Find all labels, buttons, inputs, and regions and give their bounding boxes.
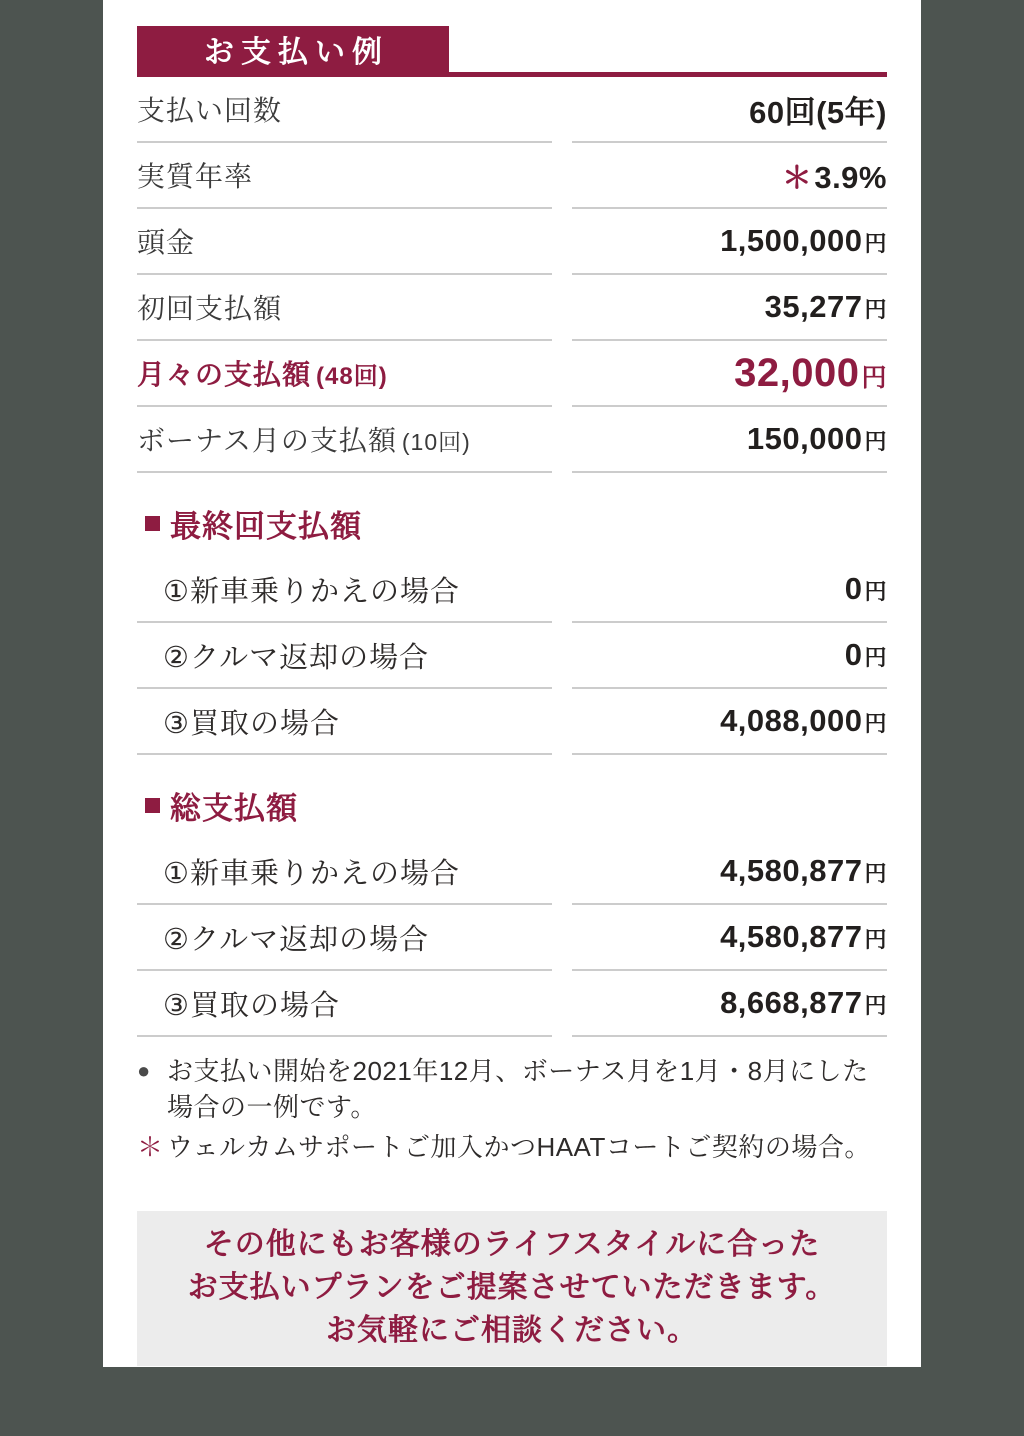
- row-divider: [137, 141, 887, 143]
- row-value: [720, 985, 887, 1021]
- row-label: ③買取の場合: [163, 707, 340, 740]
- row-label: 頭金: [137, 227, 196, 258]
- asterisk-mark: ＊: [781, 162, 813, 195]
- square-bullet-icon: [145, 798, 160, 813]
- row-divider: [137, 339, 887, 341]
- row-label: ②クルマ返却の場合: [163, 641, 430, 674]
- table-row-final-return: [137, 623, 887, 687]
- row-value: 60回(5年): [749, 94, 887, 130]
- row-value-number: 150,000: [746, 421, 863, 456]
- section-final-payment: [137, 473, 887, 755]
- row-divider: [137, 273, 887, 275]
- yen-unit: 円: [864, 429, 887, 454]
- row-value-number: 8,668,877: [720, 985, 863, 1020]
- row-label-text: 月々の支払額: [137, 359, 312, 390]
- row-value-number: 4,580,877: [720, 853, 863, 888]
- asterisk-mark: ＊: [137, 1132, 164, 1162]
- row-divider: [137, 1035, 887, 1037]
- row-value-number: 0: [844, 571, 863, 606]
- section-total-payment: [137, 755, 887, 1037]
- consultation-message-box: [137, 1211, 887, 1366]
- message-line: お気軽にご相談ください。: [326, 1314, 698, 1347]
- row-label: 支払い回数: [137, 95, 283, 126]
- yen-unit: 円: [864, 861, 887, 886]
- section-title: [137, 755, 887, 839]
- row-value: [720, 703, 887, 739]
- footnote-asterisk-conditions: [137, 1129, 887, 1165]
- table-row-final-trade-in: [137, 557, 887, 621]
- dot-bullet-icon: ●: [137, 1058, 151, 1083]
- row-label-text: ボーナス月の支払額: [137, 425, 397, 456]
- row-label: ②クルマ返却の場合: [163, 923, 430, 956]
- row-label: ③買取の場合: [163, 989, 340, 1022]
- row-label: ①新車乗りかえの場合: [163, 575, 460, 608]
- row-divider: [137, 687, 887, 689]
- row-label: ①新車乗りかえの場合: [163, 857, 460, 890]
- row-value: [845, 571, 887, 607]
- row-divider: [137, 405, 887, 407]
- row-divider: [137, 207, 887, 209]
- table-row-final-buyout: [137, 689, 887, 753]
- row-value-number: 4,088,000: [720, 703, 863, 738]
- row-divider: [137, 621, 887, 623]
- table-row-total-buyout: [137, 971, 887, 1035]
- yen-unit: 円: [864, 927, 887, 952]
- table-row-total-return: [137, 905, 887, 969]
- section-title: [137, 473, 887, 557]
- table-row-monthly-payment: [137, 341, 887, 405]
- square-bullet-icon: [145, 516, 160, 531]
- footnotes: [137, 1053, 887, 1165]
- row-divider: [137, 471, 887, 473]
- row-value: [720, 919, 887, 955]
- section-title-text: 最終回支払額: [170, 509, 362, 544]
- row-value: [720, 223, 887, 259]
- yen-unit: 円: [861, 363, 887, 392]
- yen-unit: 円: [864, 645, 887, 670]
- yen-unit: 円: [864, 297, 887, 322]
- row-value: [734, 351, 887, 396]
- table-row-bonus-payment: [137, 407, 887, 471]
- page-title: お支払い例: [204, 36, 389, 69]
- footnote-text: お支払い開始を2021年12月、ボーナス月を1月・8月にした場合の一例です。: [167, 1056, 869, 1122]
- message-line: その他にもお客様のライフスタイルに合った: [203, 1228, 821, 1261]
- footnote-example-conditions: [137, 1053, 887, 1125]
- yen-unit: 円: [864, 579, 887, 604]
- section-header-badge: [137, 26, 449, 72]
- row-label: [137, 353, 388, 393]
- payment-table: [137, 77, 887, 473]
- row-divider: [137, 969, 887, 971]
- table-row-down-payment: [137, 209, 887, 273]
- table-row-annual-rate: [137, 143, 887, 207]
- row-value: [765, 289, 887, 325]
- row-label-note: (10回): [401, 429, 471, 455]
- row-value-number: 3.9%: [814, 160, 887, 195]
- row-value: [720, 853, 887, 889]
- row-value-number: 35,277: [764, 289, 863, 324]
- table-row-total-trade-in: [137, 839, 887, 903]
- row-value-number: 32,000: [734, 350, 860, 395]
- yen-unit: 円: [864, 711, 887, 736]
- table-row-payment-count: [137, 77, 887, 141]
- footnote-text: ウェルカムサポートご加入かつHAATコートご契約の場合。: [167, 1132, 871, 1162]
- row-label-note: (48回): [316, 363, 388, 390]
- row-label: [137, 419, 471, 459]
- row-value-number: 1,500,000: [720, 223, 863, 258]
- message-line: お支払いプランをご提案させていただきます。: [187, 1271, 837, 1304]
- row-value-number: 0: [844, 637, 863, 672]
- yen-unit: 円: [864, 993, 887, 1018]
- row-value: [845, 637, 887, 673]
- row-label: 初回支払額: [137, 293, 283, 324]
- row-divider: [137, 753, 887, 755]
- yen-unit: 円: [864, 231, 887, 256]
- section-title-text: 総支払額: [170, 791, 298, 826]
- row-label: 実質年率: [137, 161, 254, 192]
- table-row-first-payment: [137, 275, 887, 339]
- row-value-number: 4,580,877: [720, 919, 863, 954]
- row-value: [747, 421, 887, 457]
- row-value: [782, 153, 887, 197]
- payment-example-card: [103, 0, 921, 1367]
- row-divider: [137, 903, 887, 905]
